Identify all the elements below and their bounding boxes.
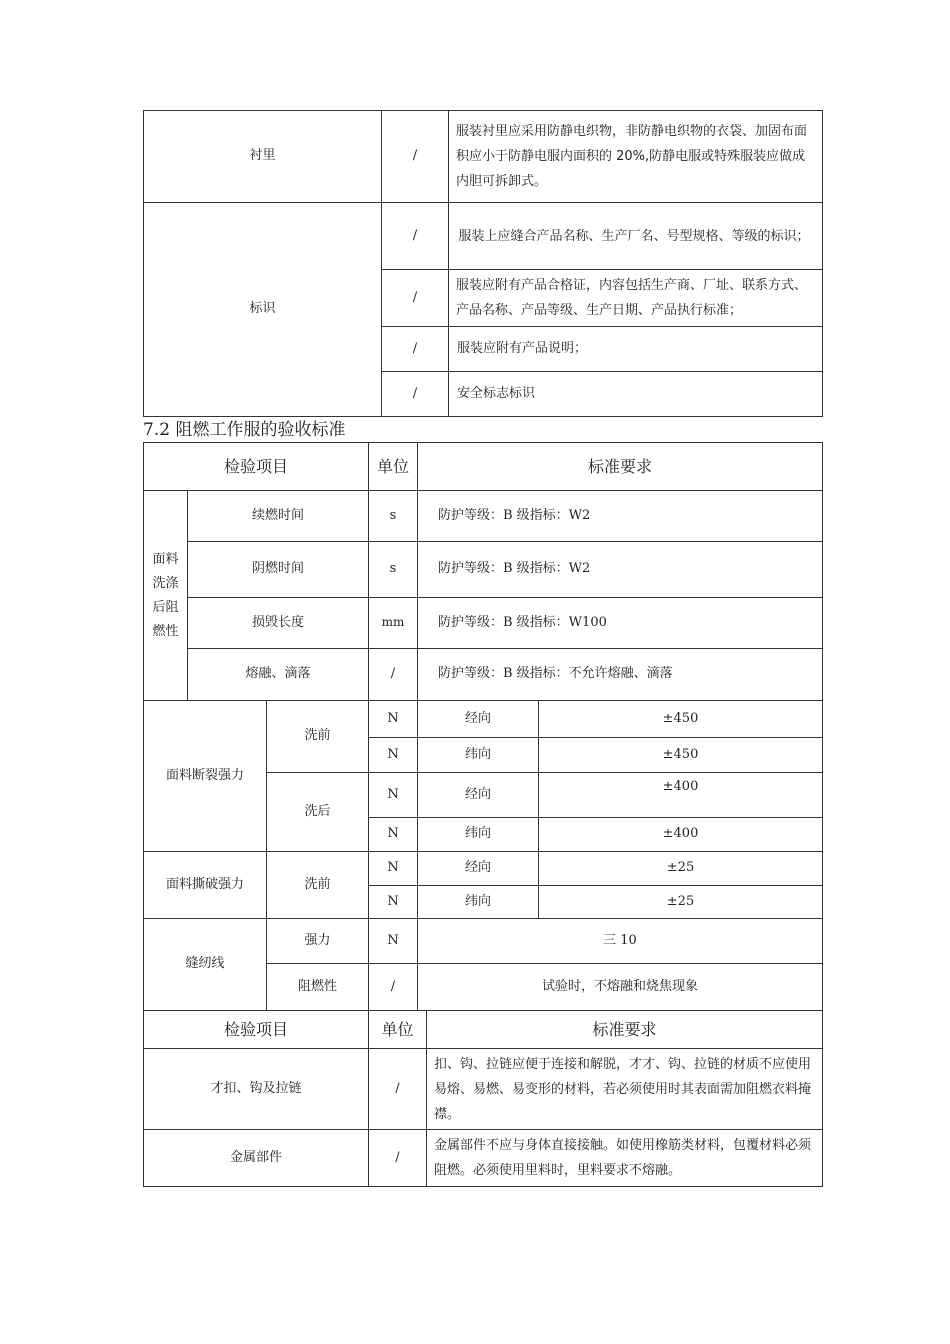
break-unit-1: N [387, 710, 399, 726]
break-val-1: ±450 [662, 710, 699, 726]
afterflame-req: 防护等级：B 级指标：W2 [438, 507, 591, 523]
marking-requirement-2: 服装应附有产品合格证，内容包括生产商、厂址、联系方式、产品名称、产品等级、生产日期、产品执行标准； [456, 278, 808, 318]
flame-group-label: 面料洗涤后阻燃性 [152, 551, 179, 639]
afterglow-req: 防护等级：B 级指标：W2 [438, 561, 591, 577]
break-dir-3: 经向 [464, 786, 491, 802]
break-val-3: ±400 [662, 778, 699, 794]
thread-flame-item: 阻燃性 [297, 978, 337, 994]
break-unit-2: N [387, 746, 399, 762]
tear-before-wash: 洗前 [304, 876, 331, 892]
afterglow-unit: s [389, 561, 397, 577]
thread-strength-item: 强力 [304, 932, 331, 948]
thread-flame-unit: / [390, 978, 396, 994]
break-dir-2: 纬向 [464, 746, 491, 762]
breaking-strength-label: 面料断裂强力 [165, 767, 244, 783]
lining-requirement: 服装衬里应采用防静电织物，非防静电织物的衣袋、加固布面积应小于防静电服内面积的 20%,防静电服或特殊服装应做成内胆可拆卸式。 [456, 124, 808, 189]
afterflame-unit: s [389, 507, 397, 523]
header-unit: 单位 [376, 456, 409, 476]
tear-dir-1: 经向 [464, 860, 491, 876]
marking-unit-2: / [412, 289, 418, 305]
fasteners-unit: / [395, 1080, 400, 1096]
tear-val-2: ±25 [666, 893, 695, 909]
header-unit-2: 单位 [381, 1019, 414, 1039]
metal-parts-unit: / [395, 1149, 400, 1165]
marking-requirement-4: 安全标志标识 [457, 385, 536, 401]
break-unit-4: N [387, 826, 399, 842]
header-requirement: 标准要求 [587, 456, 652, 476]
metal-parts-item: 金属部件 [229, 1149, 282, 1165]
fasteners-req: 扣、钩、拉链应便于连接和解脱，才才、钩、拉链的材质不应使用易熔、易燃、易变形的材料，若必须使用时其表面需加阻燃衣料掩襟。 [434, 1056, 812, 1122]
marking-requirement-3: 服装应附有产品说明； [457, 340, 588, 356]
char-length-unit: mm [381, 615, 405, 630]
header-item-2: 检验项目 [223, 1019, 288, 1039]
thread-strength-unit: N [387, 932, 399, 948]
lining-unit: / [412, 148, 418, 164]
break-val-4: ±400 [662, 826, 699, 842]
metal-parts-req: 金属部件不应与身体直接接触。如使用橡筋类材料，包覆材料必须阻燃。必须使用里料时，里料要求不熔融。 [434, 1138, 812, 1178]
marking-requirement-1: 服装上应缝合产品名称、生产厂名、号型规格、等级的标识； [458, 228, 810, 244]
marking-unit-1: / [412, 227, 418, 243]
break-dir-1: 经向 [464, 710, 491, 726]
break-val-2: ±450 [662, 746, 699, 762]
afterflame-item: 续燃时间 [251, 507, 304, 523]
sewing-thread-label: 缝纫线 [185, 956, 225, 972]
section-title: 7.2 阻燃工作服的验收标准 [143, 420, 346, 440]
melt-drip-item: 熔融、滴落 [245, 666, 311, 682]
tear-unit-1: N [387, 860, 399, 876]
melt-drip-unit: / [390, 666, 396, 682]
afterglow-item: 阴燃时间 [251, 561, 304, 577]
lining-label: 衬里 [249, 148, 276, 164]
tear-dir-2: 纬向 [464, 893, 491, 909]
char-length-item: 损毁长度 [251, 614, 304, 630]
breaking-after-wash: 洗后 [304, 803, 331, 819]
breaking-before-wash: 洗前 [304, 728, 331, 744]
thread-flame-req: 试验时，不熔融和烧焦现象 [541, 978, 698, 994]
tear-unit-2: N [387, 893, 399, 909]
break-dir-4: 纬向 [464, 826, 491, 842]
char-length-req: 防护等级：B 级指标：W100 [438, 614, 607, 630]
marking-unit-4: / [412, 385, 418, 401]
marking-label: 标识 [249, 301, 276, 317]
fasteners-item: 才扣、钩及拉链 [210, 1080, 302, 1096]
break-unit-3: N [387, 786, 399, 802]
header-item: 检验项目 [223, 456, 288, 476]
thread-strength-req: 三 10 [603, 932, 637, 948]
header-requirement-2: 标准要求 [592, 1019, 657, 1039]
tear-val-1: ±25 [666, 860, 695, 876]
tear-strength-label: 面料撕破强力 [165, 876, 244, 892]
marking-unit-3: / [412, 340, 418, 356]
melt-drip-req: 防护等级：B 级指标：不允许熔融、滴落 [438, 666, 673, 682]
